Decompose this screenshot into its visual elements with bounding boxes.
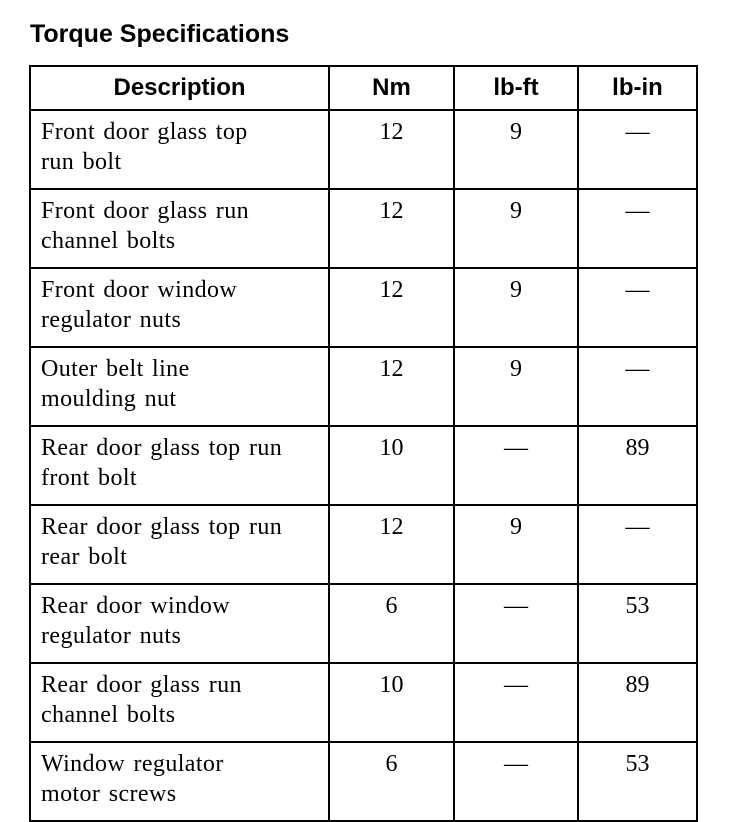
lbin-cell: — bbox=[578, 189, 697, 268]
description-cell bbox=[30, 584, 329, 663]
torque-spec-table bbox=[29, 65, 698, 822]
description-line: motor screws bbox=[41, 781, 177, 807]
lbin-cell: — bbox=[578, 110, 697, 189]
page-title: Torque Specifications bbox=[30, 20, 290, 48]
lbin-cell: — bbox=[578, 505, 697, 584]
description-line: Front door glass top bbox=[41, 119, 248, 145]
description-cell bbox=[30, 110, 329, 189]
header-row bbox=[30, 66, 697, 110]
nm-cell: 12 bbox=[329, 189, 454, 268]
lbft-cell: — bbox=[454, 584, 578, 663]
nm-cell: 6 bbox=[329, 584, 454, 663]
description-cell bbox=[30, 742, 329, 821]
table-row bbox=[30, 742, 697, 821]
header-lbft: lb-ft bbox=[454, 66, 578, 110]
description-line: regulator nuts bbox=[41, 307, 182, 333]
description-line: regulator nuts bbox=[41, 623, 182, 649]
description-line: run bolt bbox=[41, 149, 122, 175]
description-cell bbox=[30, 426, 329, 505]
lbin-cell: — bbox=[578, 268, 697, 347]
header-description: Description bbox=[30, 66, 329, 110]
table-row bbox=[30, 268, 697, 347]
description-line: Rear door window bbox=[41, 593, 231, 619]
nm-cell: 10 bbox=[329, 426, 454, 505]
table-row bbox=[30, 584, 697, 663]
nm-cell: 12 bbox=[329, 505, 454, 584]
description-cell bbox=[30, 189, 329, 268]
lbft-cell: 9 bbox=[454, 268, 578, 347]
lbft-cell: 9 bbox=[454, 505, 578, 584]
description-line: Window regulator bbox=[41, 751, 224, 777]
description-line: Outer belt line bbox=[41, 356, 190, 382]
description-cell bbox=[30, 505, 329, 584]
description-line: rear bolt bbox=[41, 544, 128, 570]
table-row bbox=[30, 505, 697, 584]
lbin-cell: 53 bbox=[578, 584, 697, 663]
description-line: Front door glass run bbox=[41, 198, 249, 224]
description-line: channel bolts bbox=[41, 228, 176, 254]
table-row bbox=[30, 189, 697, 268]
table-row bbox=[30, 110, 697, 189]
nm-cell: 12 bbox=[329, 110, 454, 189]
lbin-cell: 89 bbox=[578, 426, 697, 505]
description-line: Rear door glass top run bbox=[41, 514, 283, 540]
lbft-cell: 9 bbox=[454, 189, 578, 268]
description-line: front bolt bbox=[41, 465, 137, 491]
header-lbin: lb-in bbox=[578, 66, 697, 110]
nm-cell: 10 bbox=[329, 663, 454, 742]
description-line: Front door window bbox=[41, 277, 238, 303]
table-body bbox=[30, 110, 697, 821]
lbft-cell: 9 bbox=[454, 110, 578, 189]
table-row bbox=[30, 663, 697, 742]
description-line: channel bolts bbox=[41, 702, 176, 728]
description-line: moulding nut bbox=[41, 386, 177, 412]
description-line: Rear door glass run bbox=[41, 672, 242, 698]
table-row bbox=[30, 426, 697, 505]
header-nm: Nm bbox=[329, 66, 454, 110]
lbin-cell: 89 bbox=[578, 663, 697, 742]
lbft-cell: — bbox=[454, 663, 578, 742]
description-cell bbox=[30, 347, 329, 426]
nm-cell: 12 bbox=[329, 347, 454, 426]
lbft-cell: — bbox=[454, 742, 578, 821]
description-cell bbox=[30, 663, 329, 742]
lbin-cell: — bbox=[578, 347, 697, 426]
table-row bbox=[30, 347, 697, 426]
lbft-cell: — bbox=[454, 426, 578, 505]
lbin-cell: 53 bbox=[578, 742, 697, 821]
description-line: Rear door glass top run bbox=[41, 435, 283, 461]
lbft-cell: 9 bbox=[454, 347, 578, 426]
nm-cell: 6 bbox=[329, 742, 454, 821]
nm-cell: 12 bbox=[329, 268, 454, 347]
description-cell bbox=[30, 268, 329, 347]
